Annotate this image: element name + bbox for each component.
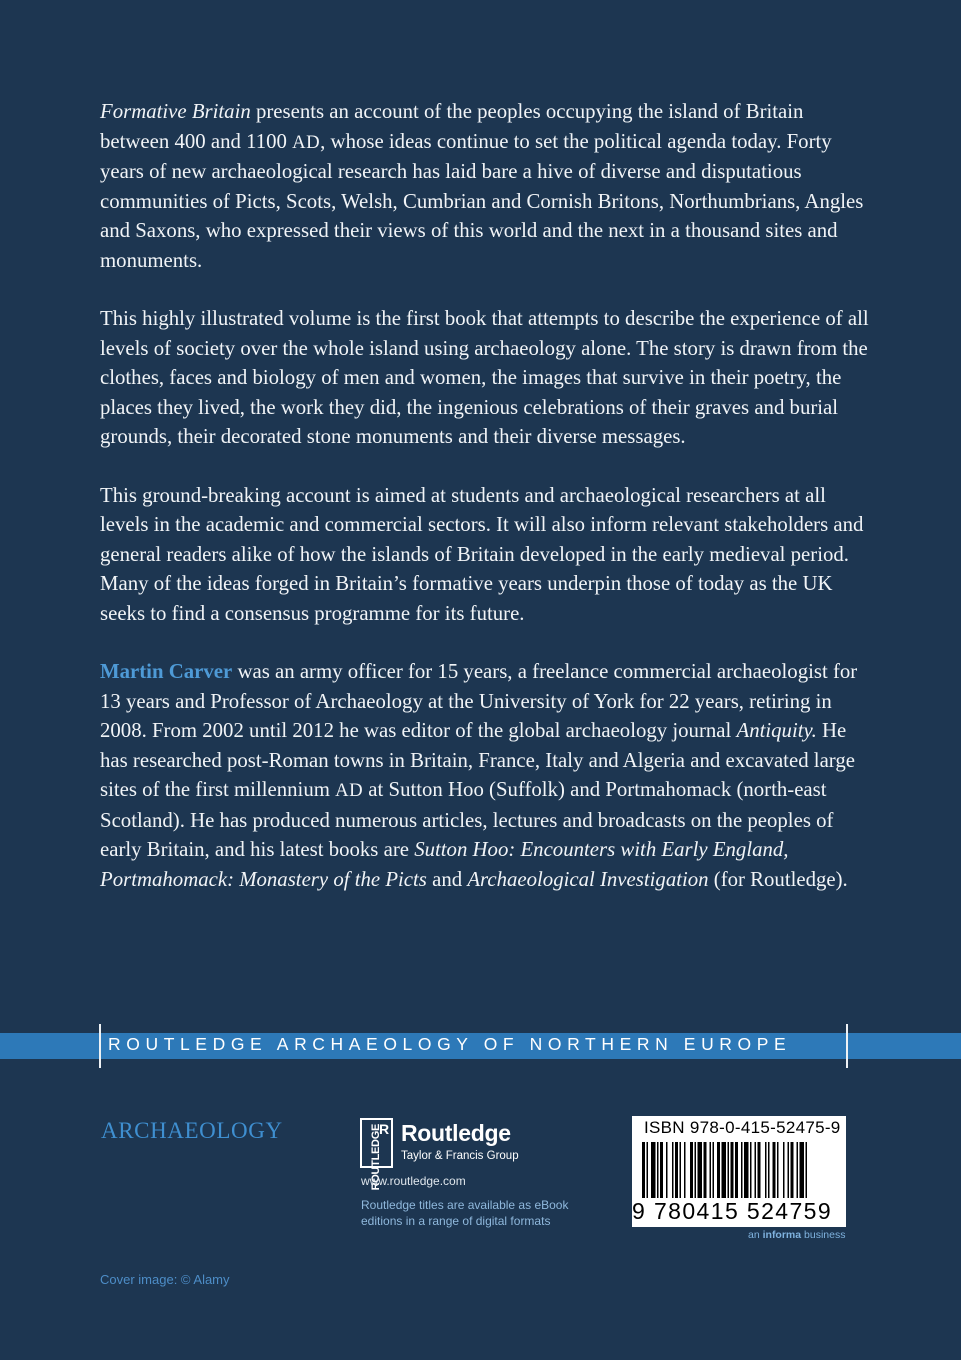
publisher-name: Routledge <box>401 1120 511 1146</box>
series-band <box>0 1033 961 1059</box>
bio-text: (for Routledge). <box>708 867 848 891</box>
bio-text: was an army officer for 15 years, a freelance commercial archaeologist for 13 years and Professor of Archaeology at the University of York for 22 years, retiring in 2008. From 2002 until 2012 he was editor of the global archaeology journal <box>100 660 858 742</box>
book-titles: Sutton Hoo: Encounters with Early England, Portmahomack: Monastery of the Picts <box>100 838 789 891</box>
informa-business <box>748 1229 845 1241</box>
informa-brand: informa <box>762 1229 802 1241</box>
era-abbrev: AD <box>335 780 364 801</box>
blurb-paragraph-3: This ground-breaking account is aimed at students and archaeological researchers at all levels in the academic and commercial sectors. It will also inform relevant stakeholders and general readers alike of how the islands of Britain developed in the early medieval period. Many of the ideas forged in Britain’s formative years underpin those of today as the UK seeks to find a consensus programme for its future. <box>100 483 864 625</box>
barcode-bars <box>632 1142 846 1200</box>
publisher-url[interactable]: www.routledge.com <box>361 1174 466 1188</box>
author-bio <box>100 657 870 894</box>
ebook-note: Routledge titles are available as eBook editions in a range of digital formats <box>361 1198 569 1228</box>
blurb-paragraph-2: This highly illustrated volume is the first book that attempts to describe the experience of all levels of society over the whole island using archaeology alone. The story is drawn from the clothes, faces and biology of men and women, the images that survive in their poetry, the places they lived, the work they did, the ingenious celebrations of their graves and burial grounds, their decorated stone monuments and their diverse messages. <box>100 307 869 448</box>
isbn-label: ISBN 978-0-415-52475-9 <box>644 1118 841 1137</box>
era-abbrev: AD <box>292 131 321 153</box>
blurb <box>100 97 870 923</box>
informa-prefix: an <box>748 1229 763 1241</box>
journal-title: Antiquity. <box>736 719 817 742</box>
informa-suffix: business <box>801 1229 846 1241</box>
logo-text: ROUTLEDGE <box>370 1124 382 1191</box>
book-title: Formative Britain <box>100 100 251 123</box>
bio-text: at Sutton Hoo (Suffolk) and Portmahomack (north-east Scotland). He has produced numerous articles, lectures and broadcasts on the peoples of early Britain, and his latest books are <box>100 778 834 861</box>
series-divider-right <box>846 1024 848 1068</box>
blurb-text: presents an account of the peoples occupying the island of Britain between 400 and 1100 <box>100 100 804 153</box>
isbn-digits: 9 780415 524759 <box>632 1198 833 1224</box>
series-divider-left <box>99 1024 101 1068</box>
bio-text: and <box>426 867 468 891</box>
series-title: ROUTLEDGE ARCHAEOLOGY OF NORTHERN EUROPE <box>108 1034 792 1054</box>
isbn-barcode <box>632 1116 846 1227</box>
cover-credit: Cover image: © Alamy <box>100 1272 230 1287</box>
blurb-text: , whose ideas continue to set the political agenda today. Forty years of new archaeological research has laid bare a hive of diverse and disputatious communities of Picts, Scots, Welsh, Cumbrian and Cornish Britons, Northumbrians, Angles and Saxons, who expressed their views of this world and the next in a thousand sites and monuments. <box>100 129 864 272</box>
blurb-paragraph-1 <box>100 97 870 275</box>
logo-mark: R <box>379 1121 390 1137</box>
book-title-2: Archaeological Investigation <box>467 867 709 891</box>
routledge-logo <box>360 1118 393 1191</box>
publisher-group: Taylor & Francis Group <box>401 1150 519 1162</box>
author-name: Martin Carver <box>100 660 233 683</box>
subject-category: ARCHAEOLOGY <box>101 1118 283 1143</box>
bio-text: He has researched post-Roman towns in Britain, France, Italy and Algeria and excavated large sites of the first millennium <box>100 719 855 801</box>
